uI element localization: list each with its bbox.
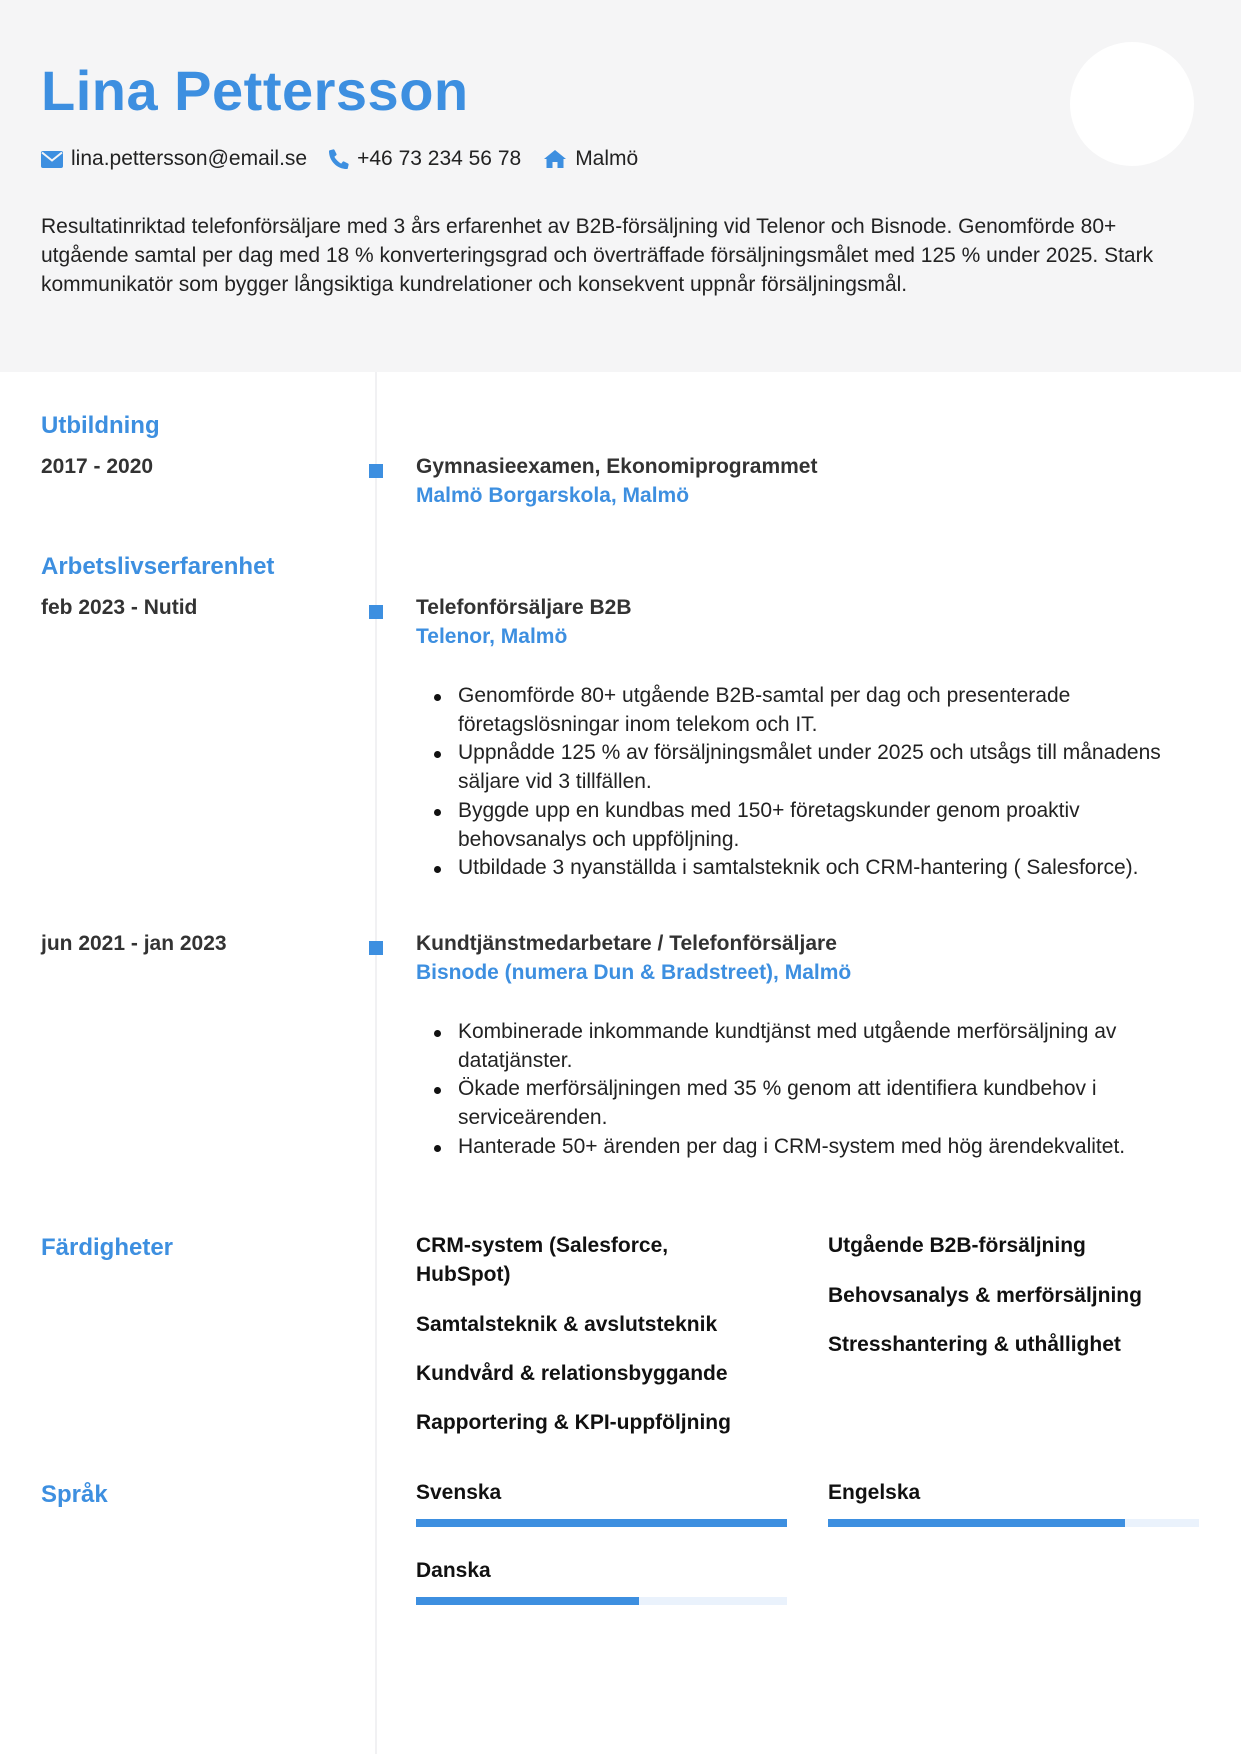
language-name: Engelska: [828, 1481, 921, 1504]
header: [0, 0, 1241, 372]
candidate-name: Lina Pettersson: [41, 59, 469, 122]
job-achievements: [416, 682, 1206, 883]
timeline-divider: [375, 372, 377, 1754]
job-company: Bisnode (numera Dun & Bradstreet), Malmö: [416, 961, 852, 984]
job-achievements: [416, 1018, 1206, 1162]
contact-phone[interactable]: [329, 147, 521, 171]
skill-item: CRM-system (Salesforce, HubSpot): [416, 1234, 669, 1286]
language-level-fill: [416, 1519, 787, 1527]
list-item: Utbildade 3 nyanställda i samtalsteknik och CRM-hantering ( Salesforce).: [416, 854, 1206, 883]
profile-photo: [1070, 42, 1194, 166]
education-degree: Gymnasieexamen, Ekonomiprogrammet: [416, 455, 818, 478]
section-title-skills: Färdigheter: [41, 1234, 174, 1261]
skill-item: Utgående B2B-försäljning: [828, 1234, 1086, 1257]
language-level-fill: [416, 1597, 639, 1605]
section-title-languages: Språk: [41, 1481, 108, 1508]
job-title: Kundtjänstmedarbetare / Telefonförsäljare: [416, 932, 837, 955]
language-name: Svenska: [416, 1481, 502, 1504]
skill-item: Stresshantering & uthållighet: [828, 1333, 1121, 1356]
job-company: Telenor, Malmö: [416, 625, 568, 648]
language-level-fill: [828, 1519, 1125, 1527]
language-name: Danska: [416, 1559, 491, 1582]
timeline-marker: [369, 605, 383, 619]
job-date: feb 2023 - Nutid: [41, 596, 198, 619]
phone-icon: [329, 149, 349, 169]
location-text: Malmö: [575, 147, 639, 170]
list-item: Genomförde 80+ utgående B2B-samtal per dag och presenterade företagslösningar inom telekom och IT.: [416, 682, 1206, 739]
skill-item: Behovsanalys & merförsäljning: [828, 1284, 1142, 1307]
contact-location: [543, 147, 638, 171]
section-title-education: Utbildning: [41, 412, 160, 439]
language-level-bar: [416, 1597, 787, 1605]
home-icon: [543, 149, 567, 169]
language-level-bar: [416, 1519, 787, 1527]
list-item: Byggde upp en kundbas med 150+ företagskunder genom proaktiv behovsanalys och uppföljning.: [416, 797, 1206, 854]
education-date: 2017 - 2020: [41, 455, 154, 478]
contact-row: [41, 144, 660, 174]
list-item: Ökade merförsäljningen med 35 % genom att identifiera kundbehov i serviceärenden.: [416, 1075, 1206, 1132]
phone-text: +46 73 234 56 78: [357, 147, 522, 170]
envelope-icon: [41, 151, 63, 168]
section-title-experience: Arbetslivserfarenhet: [41, 553, 275, 580]
timeline-marker: [369, 464, 383, 478]
list-item: Kombinerade inkommande kundtjänst med utgående merförsäljning av datatjänster.: [416, 1018, 1206, 1075]
contact-email[interactable]: [41, 147, 307, 171]
job-title: Telefonförsäljare B2B: [416, 596, 632, 619]
education-school: Malmö Borgarskola, Malmö: [416, 484, 690, 507]
list-item: Hanterade 50+ ärenden per dag i CRM-system med hög ärendekvalitet.: [416, 1133, 1206, 1162]
skill-item: Kundvård & relationsbyggande: [416, 1362, 728, 1385]
list-item: Uppnådde 125 % av försäljningsmålet under 2025 och utsågs till månadens säljare vid 3 tillfällen.: [416, 739, 1206, 796]
skill-item: Samtalsteknik & avslutsteknik: [416, 1313, 718, 1336]
email-text: lina.pettersson@email.se: [71, 147, 308, 170]
skill-item: Rapportering & KPI-uppföljning: [416, 1411, 731, 1434]
language-level-bar: [828, 1519, 1199, 1527]
profile-summary: Resultatinriktad telefonförsäljare med 3 års erfarenhet av B2B-försäljning vid Telenor och Bisnode. Genomförde 80+ utgående samtal per dag med 18 % konverteringsgrad och överträffade försäljningsmålet med 125 % under 2025. Stark kommunikatör som bygger långsiktiga kundrelationer och konsekvent uppnår försäljningsmål.: [41, 215, 1154, 296]
job-date: jun 2021 - jan 2023: [41, 932, 227, 955]
timeline-marker: [369, 941, 383, 955]
